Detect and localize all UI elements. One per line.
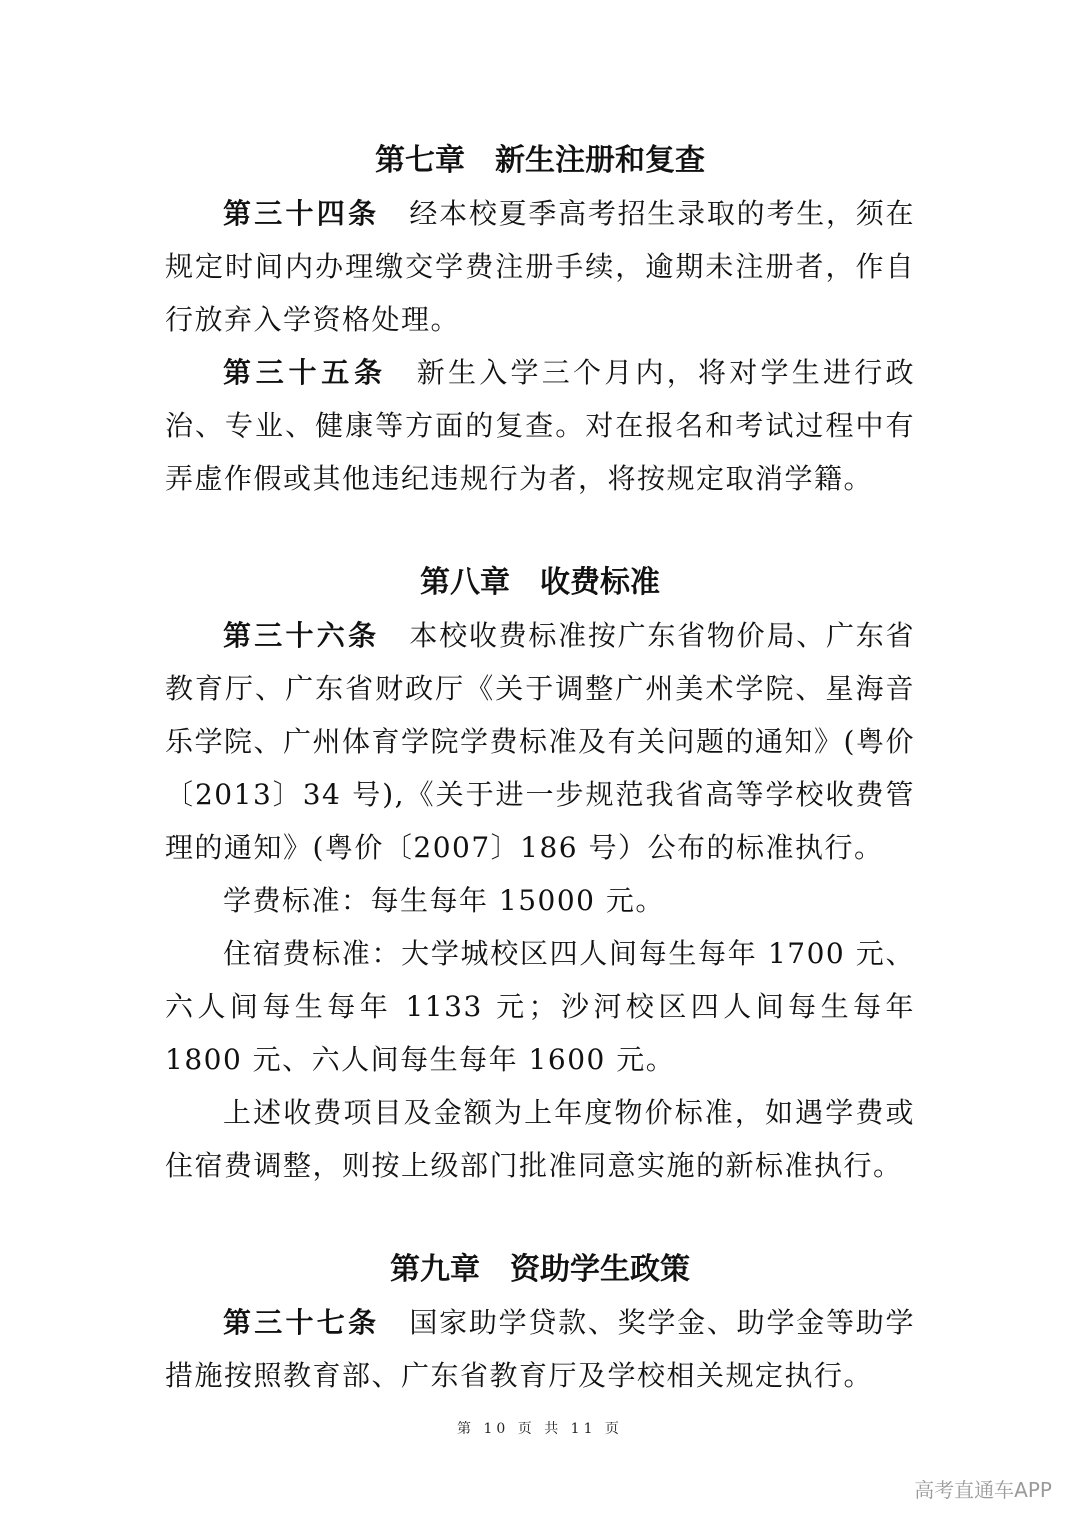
chapter-title: 第七章 新生注册和复查	[375, 143, 705, 178]
app-watermark: 高考直通车APP	[914, 1478, 1052, 1502]
chapter-title: 第八章 收费标准	[420, 565, 660, 600]
article-number: 第三十四条	[223, 197, 380, 230]
document-body	[165, 135, 915, 1402]
body-paragraph: 学费标准：每生每年 15000 元。	[223, 884, 665, 917]
article-number: 第三十六条	[223, 619, 380, 652]
page-footer: 第 10 页 共 11 页	[457, 1421, 623, 1437]
article-paragraph	[165, 1296, 915, 1402]
article-number: 第三十五条	[223, 356, 387, 389]
body-paragraph: 上述收费项目及金额为上年度物价标准，如遇学费或住宿费调整，则按上级部门批准同意实施的新标准执行。	[165, 1096, 915, 1182]
article-text: 经本校夏季高考招生录取的考生，须在规定时间内办理缴交学费注册手续，逾期未注册者，作自行放弃入学资格处理。	[165, 197, 915, 336]
article-text: 本校收费标准按广东省物价局、广东省教育厅、广东省财政厅《关于调整广州美术学院、星海音乐学院、广州体育学院学费标准及有关问题的通知》(粤价〔2013〕34 号),《关于进一步规范我省高等学校收费管理的通知》(粤价〔2007〕186 号）公布的标准执行。	[165, 619, 915, 864]
article-text: 国家助学贷款、奖学金、助学金等助学措施按照教育部、广东省教育厅及学校相关规定执行。	[165, 1306, 915, 1392]
chapter-title: 第九章 资助学生政策	[390, 1252, 690, 1287]
section-spacer	[165, 1192, 915, 1244]
article-paragraph	[165, 187, 915, 346]
article-paragraph	[165, 346, 915, 505]
section-spacer	[165, 505, 915, 557]
article-number: 第三十七条	[223, 1306, 380, 1339]
article-text: 新生入学三个月内，将对学生进行政治、专业、健康等方面的复查。对在报名和考试过程中有弄虚作假或其他违纪违规行为者，将按规定取消学籍。	[165, 356, 915, 495]
article-paragraph	[165, 609, 915, 874]
body-paragraph: 住宿费标准：大学城校区四人间每生每年 1700 元、六人间每生每年 1133 元；沙河校区四人间每生每年 1800 元、六人间每生每年 1600 元。	[165, 937, 915, 1076]
